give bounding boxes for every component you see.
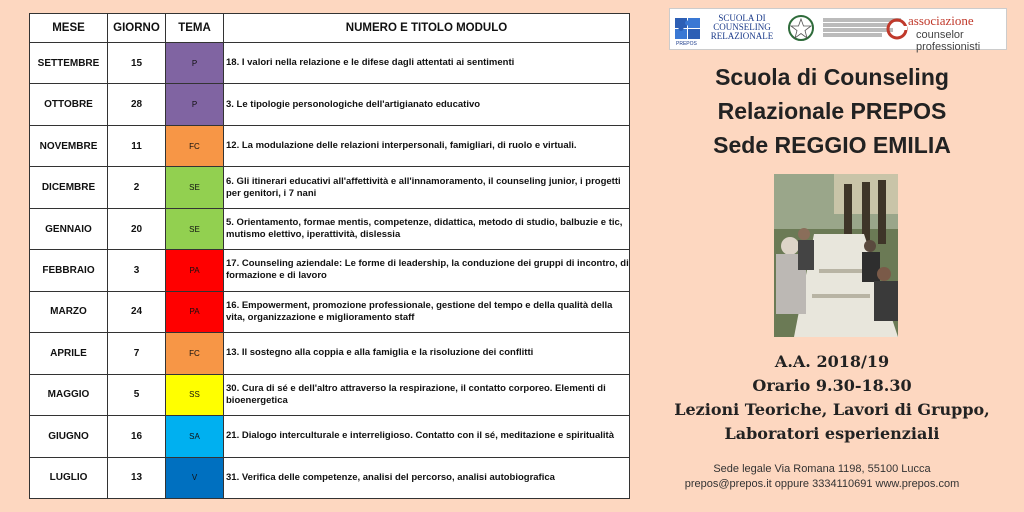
mese-cell: GIUGNO (30, 416, 108, 457)
table-row (30, 43, 630, 84)
giorno-cell: 3 (108, 250, 166, 291)
tema-cell: SE (166, 208, 224, 249)
mese-cell: GENNAIO (30, 208, 108, 249)
giorno-cell: 20 (108, 208, 166, 249)
prepos-logo (674, 13, 778, 47)
giorno-cell: 7 (108, 333, 166, 374)
tema-cell: PA (166, 291, 224, 332)
prepos-line3: RELAZIONALE (710, 31, 774, 41)
tema-cell: FC (166, 125, 224, 166)
table-row (30, 291, 630, 332)
giorno-cell: 2 (108, 167, 166, 208)
mese-cell: MAGGIO (30, 374, 108, 415)
prepos-name: PREPOS (676, 41, 697, 47)
table-row (30, 250, 630, 291)
info-year: A.A. 2018/19 (774, 352, 890, 371)
contact-address: Sede legale Via Romana 1198, 55100 Lucca (713, 463, 931, 475)
header-titolo: NUMERO E TITOLO MODULO (224, 14, 630, 43)
table-row (30, 84, 630, 125)
title-line1: Scuola di Counseling (715, 64, 949, 90)
school-title (672, 60, 992, 162)
class-photo (774, 174, 898, 337)
giorno-cell: 11 (108, 125, 166, 166)
tema-cell: P (166, 43, 224, 84)
giorno-cell: 5 (108, 374, 166, 415)
giorno-cell: 24 (108, 291, 166, 332)
titolo-cell: 16. Empowerment, promozione professionale, gestione del tempo e della qualità della vita, organizzazione e miglioramento staff (224, 291, 630, 332)
title-line2: Relazionale PREPOS (717, 98, 947, 124)
info-hours: Orario 9.30-18.30 (752, 376, 912, 395)
mese-cell: NOVEMBRE (30, 125, 108, 166)
emblem-icon (787, 12, 815, 46)
giorno-cell: 13 (108, 457, 166, 498)
titolo-cell: 13. Il sostegno alla coppia e alla famiglia e la risoluzione dei conflitti (224, 333, 630, 374)
table-body (30, 43, 630, 499)
schedule-table (29, 13, 630, 499)
titolo-cell: 21. Dialogo interculturale e interreligioso. Contatto con il sé, meditazione e spiritualità (224, 416, 630, 457)
course-info (672, 350, 992, 446)
assocounseling-logo (886, 12, 1004, 53)
giorno-cell: 28 (108, 84, 166, 125)
assoc-line1: associazione (908, 13, 974, 28)
info-lessons: Lezioni Teoriche, Lavori di Gruppo, (674, 400, 990, 419)
contacts (672, 462, 972, 492)
contact-email-phone: prepos@prepos.it oppure 3334110691 www.prepos.com (684, 478, 960, 490)
puzzle-icon (674, 15, 704, 41)
mese-cell: LUGLIO (30, 457, 108, 498)
table-row (30, 333, 630, 374)
table-row (30, 125, 630, 166)
tema-cell: V (166, 457, 224, 498)
assoc-line2: counselor professionisti (916, 29, 981, 53)
tema-cell: SE (166, 167, 224, 208)
mese-cell: OTTOBRE (30, 84, 108, 125)
info-labs: Laboratori esperienziali (724, 424, 940, 443)
mese-cell: FEBBRAIO (30, 250, 108, 291)
tema-cell: PA (166, 250, 224, 291)
table-header-row (30, 14, 630, 43)
table-row (30, 374, 630, 415)
tema-cell: FC (166, 333, 224, 374)
table-row (30, 167, 630, 208)
titolo-cell: 18. I valori nella relazione e le difese dagli attentati ai sentimenti (224, 43, 630, 84)
assoc-icon (886, 16, 908, 42)
titolo-cell: 5. Orientamento, formae mentis, competenze, didattica, metodo di studio, balbuzie e tic, mutismo elettivo, iperattività, dislessia (224, 208, 630, 249)
giorno-cell: 16 (108, 416, 166, 457)
tema-cell: SS (166, 374, 224, 415)
logo-banner (669, 8, 1007, 53)
tema-cell: P (166, 84, 224, 125)
mese-cell: SETTEMBRE (30, 43, 108, 84)
tema-cell: SA (166, 416, 224, 457)
giorno-cell: 15 (108, 43, 166, 84)
header-tema: TEMA (166, 14, 224, 43)
italian-emblem (787, 12, 815, 46)
titolo-cell: 30. Cura di sé e dell'altro attraverso la respirazione, il contatto corporeo. Elementi di bioenergetica (224, 374, 630, 415)
header-giorno: GIORNO (108, 14, 166, 43)
table-row (30, 416, 630, 457)
titolo-cell: 31. Verifica delle competenze, analisi del percorso, analisi autobiografica (224, 457, 630, 498)
prepos-line2: COUNSELING (713, 22, 771, 32)
titolo-cell: 17. Counseling aziendale: Le forme di leadership, la conduzione dei gruppi di incontro, di formazione e di lavoro (224, 250, 630, 291)
table-row (30, 457, 630, 498)
title-line3: Sede REGGIO EMILIA (713, 132, 951, 158)
mese-cell: MARZO (30, 291, 108, 332)
titolo-cell: 12. La modulazione delle relazioni interpersonali, famigliari, di ruolo e virtuali. (224, 125, 630, 166)
mese-cell: APRILE (30, 333, 108, 374)
titolo-cell: 3. Le tipologie personologiche dell'artigianato educativo (224, 84, 630, 125)
prepos-line1: SCUOLA DI (718, 13, 766, 23)
header-mese: MESE (30, 14, 108, 43)
titolo-cell: 6. Gli itinerari educativi all'affettività e all'innamoramento, il counseling junior, i progetti per genitori, i 7 nani (224, 167, 630, 208)
table-row (30, 208, 630, 249)
mese-cell: DICEMBRE (30, 167, 108, 208)
